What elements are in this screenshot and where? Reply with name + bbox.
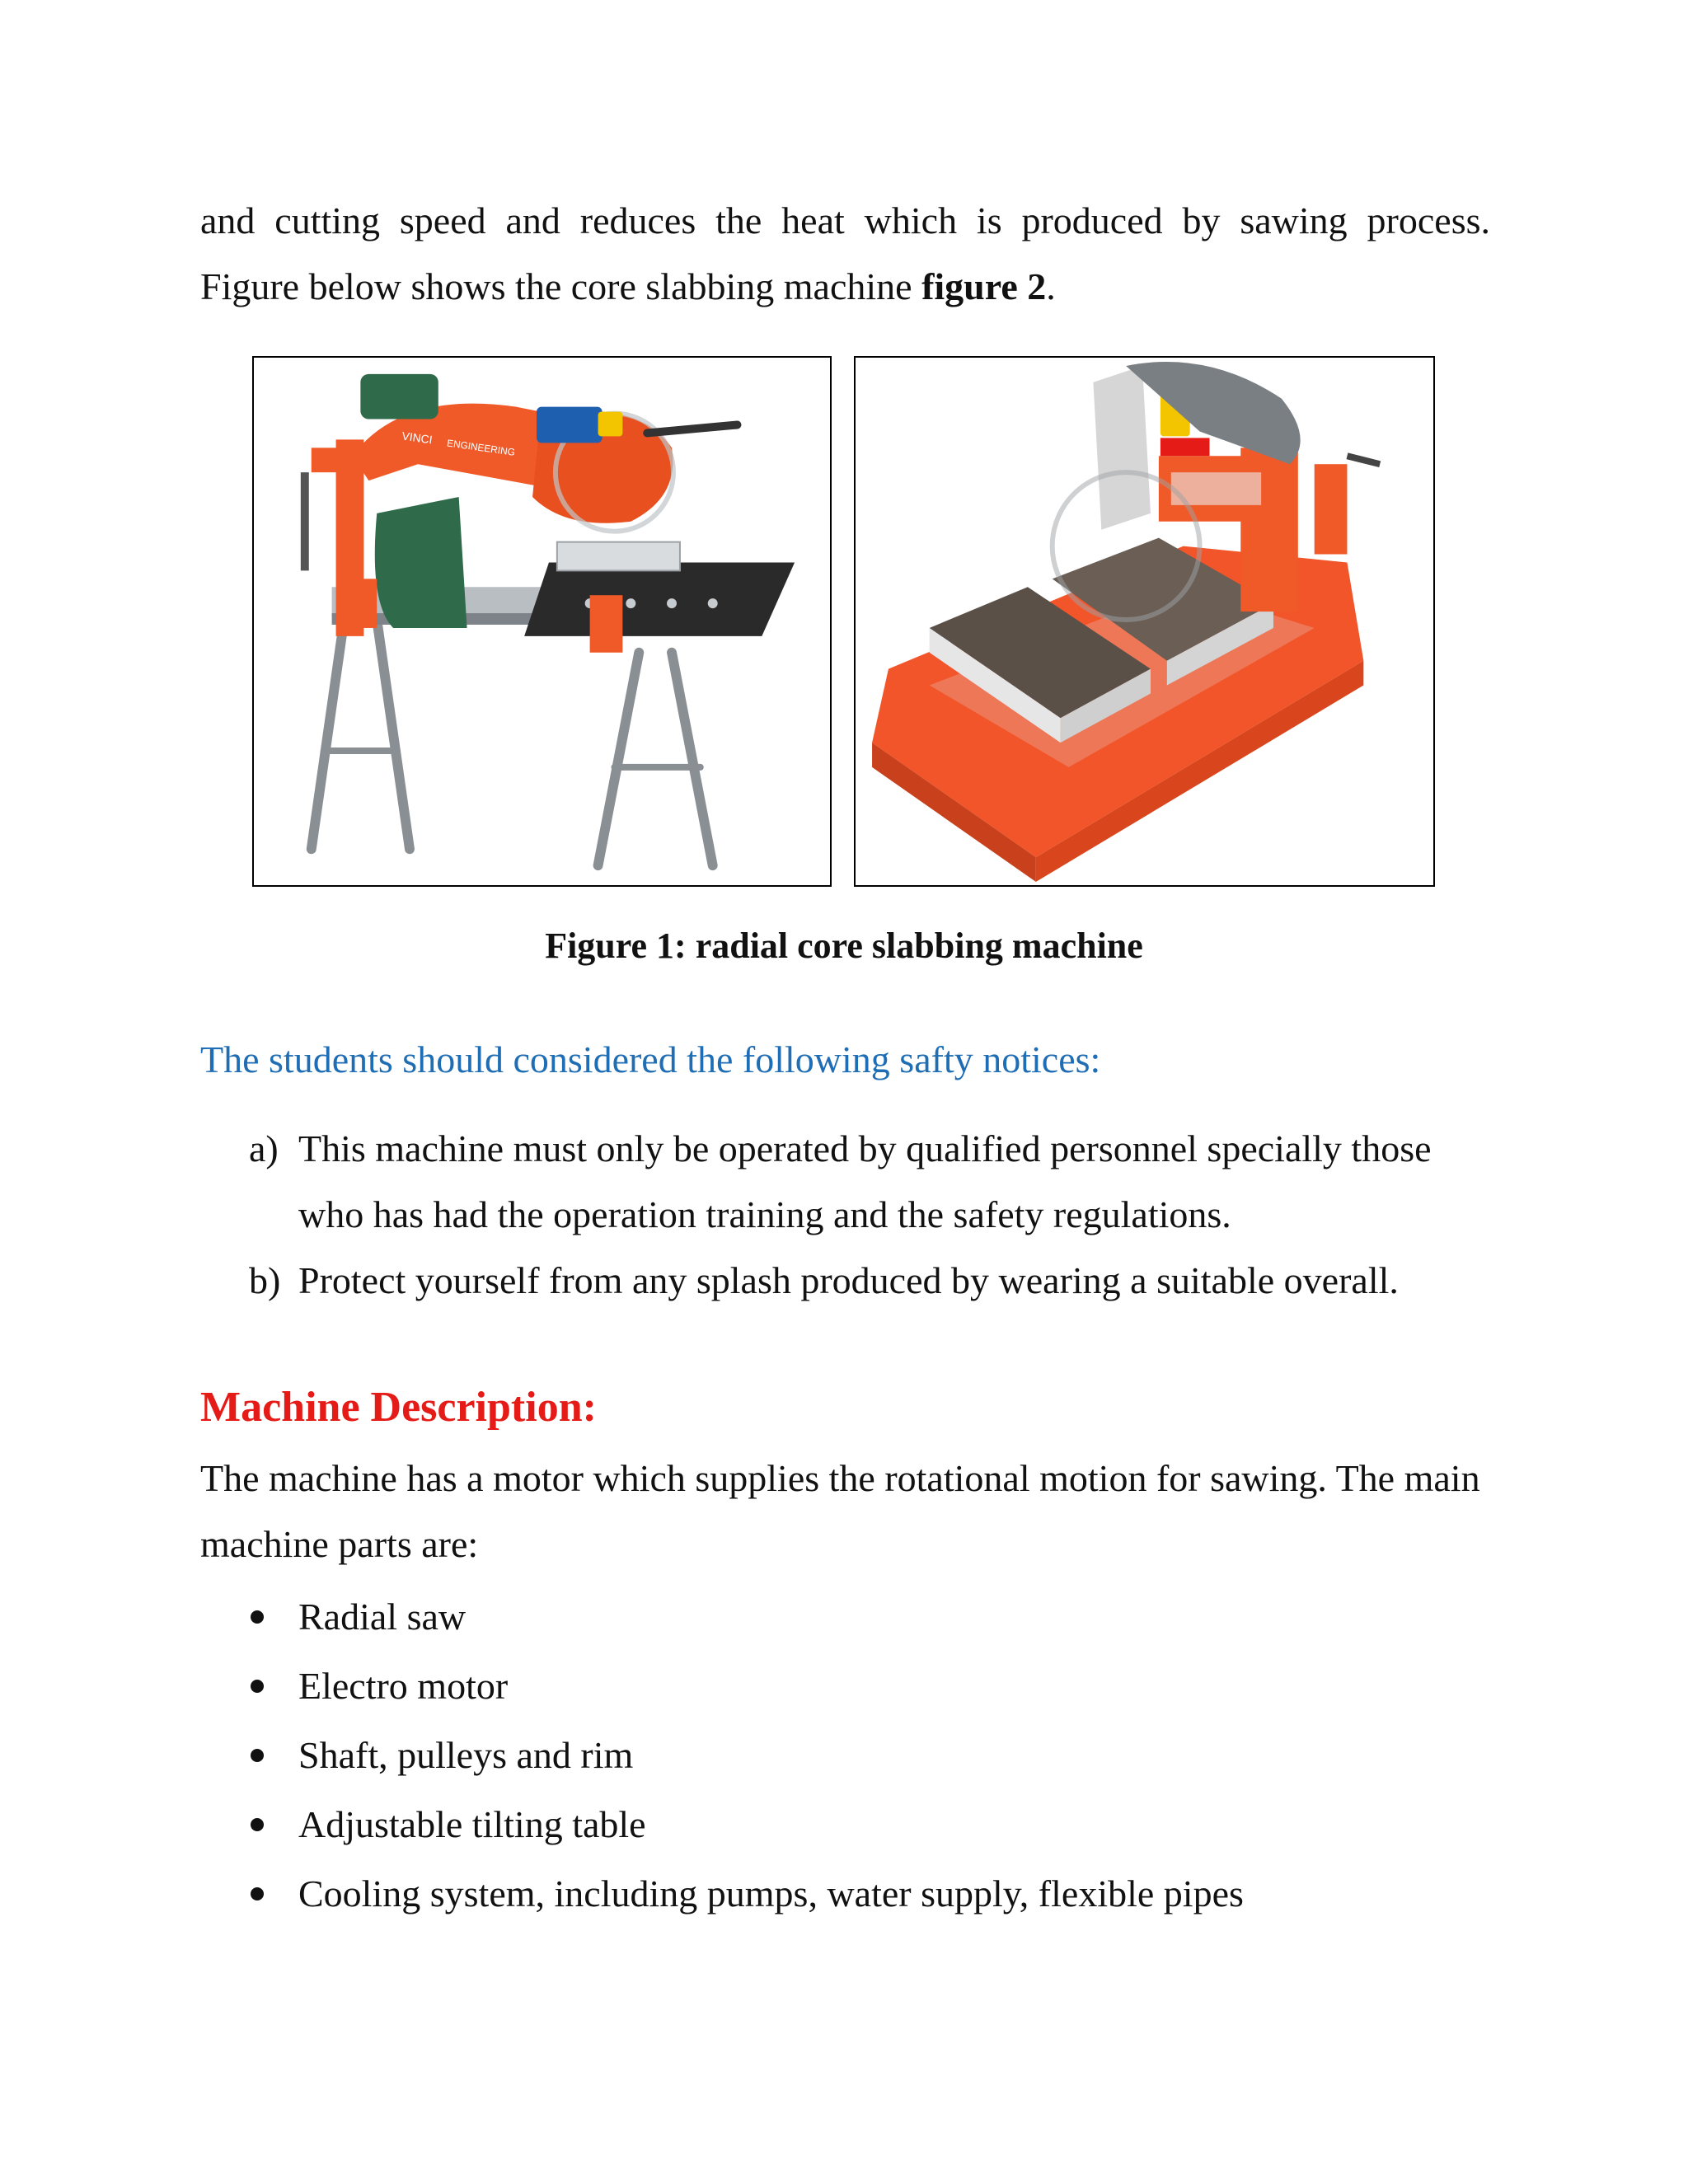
safety-item-text: This machine must only be operated by qualified personnel specially those who has had the operation training and the safety regulations. [298, 1127, 1432, 1235]
part-label: Radial saw [298, 1596, 467, 1638]
bullet-icon [251, 1818, 264, 1831]
figure-caption: Figure 1: radial core slabbing machine [545, 926, 1143, 966]
safety-item-marker: b) [249, 1259, 281, 1301]
part-label: Adjustable tilting table [298, 1803, 646, 1845]
tile-saw-illustration [856, 358, 1433, 885]
bullet-icon [251, 1610, 264, 1624]
intro-line-2-end: . [1046, 265, 1056, 307]
bullet-icon [251, 1749, 264, 1762]
part-label: Cooling system, including pumps, water supply, flexible pipes [298, 1872, 1244, 1915]
machine-description-text: The machine has a motor which supplies the rotational motion for sawing. The main machine parts are: [200, 1457, 1480, 1565]
machine-description-heading: Machine Description: [200, 1384, 597, 1431]
safety-item-marker: a) [249, 1127, 279, 1169]
safety-item [249, 1248, 1469, 1314]
safety-item [249, 1116, 1469, 1248]
machine-parts-list [247, 1582, 1244, 1929]
saw-on-stand-illustration [254, 358, 830, 885]
list-item [247, 1721, 1244, 1790]
machine-brand-label-2: ENGINEERING [446, 437, 516, 458]
list-item [247, 1790, 1244, 1859]
safety-heading: The students should considered the following safty notices: [200, 1038, 1101, 1080]
figure-reference: figure 2 [921, 265, 1047, 307]
machine-brand-label: VINCI [401, 429, 434, 447]
intro-line-1: and cutting speed and reduces the heat which is produced by sawing process. [200, 199, 1490, 241]
list-item [247, 1582, 1244, 1652]
safety-item-text: Protect yourself from any splash produced by wearing a suitable overall. [298, 1259, 1399, 1301]
intro-line-2 [200, 254, 1490, 320]
list-item [247, 1652, 1244, 1721]
part-label: Electro motor [298, 1665, 509, 1707]
figure-image-left [252, 356, 832, 887]
safety-list [249, 1116, 1469, 1314]
bullet-icon [251, 1887, 264, 1900]
list-item [247, 1859, 1244, 1929]
figure-image-right [854, 356, 1435, 887]
bullet-icon [251, 1680, 264, 1693]
part-label: Shaft, pulleys and rim [298, 1734, 634, 1776]
intro-line-2-text: Figure below shows the core slabbing machine [200, 265, 922, 307]
